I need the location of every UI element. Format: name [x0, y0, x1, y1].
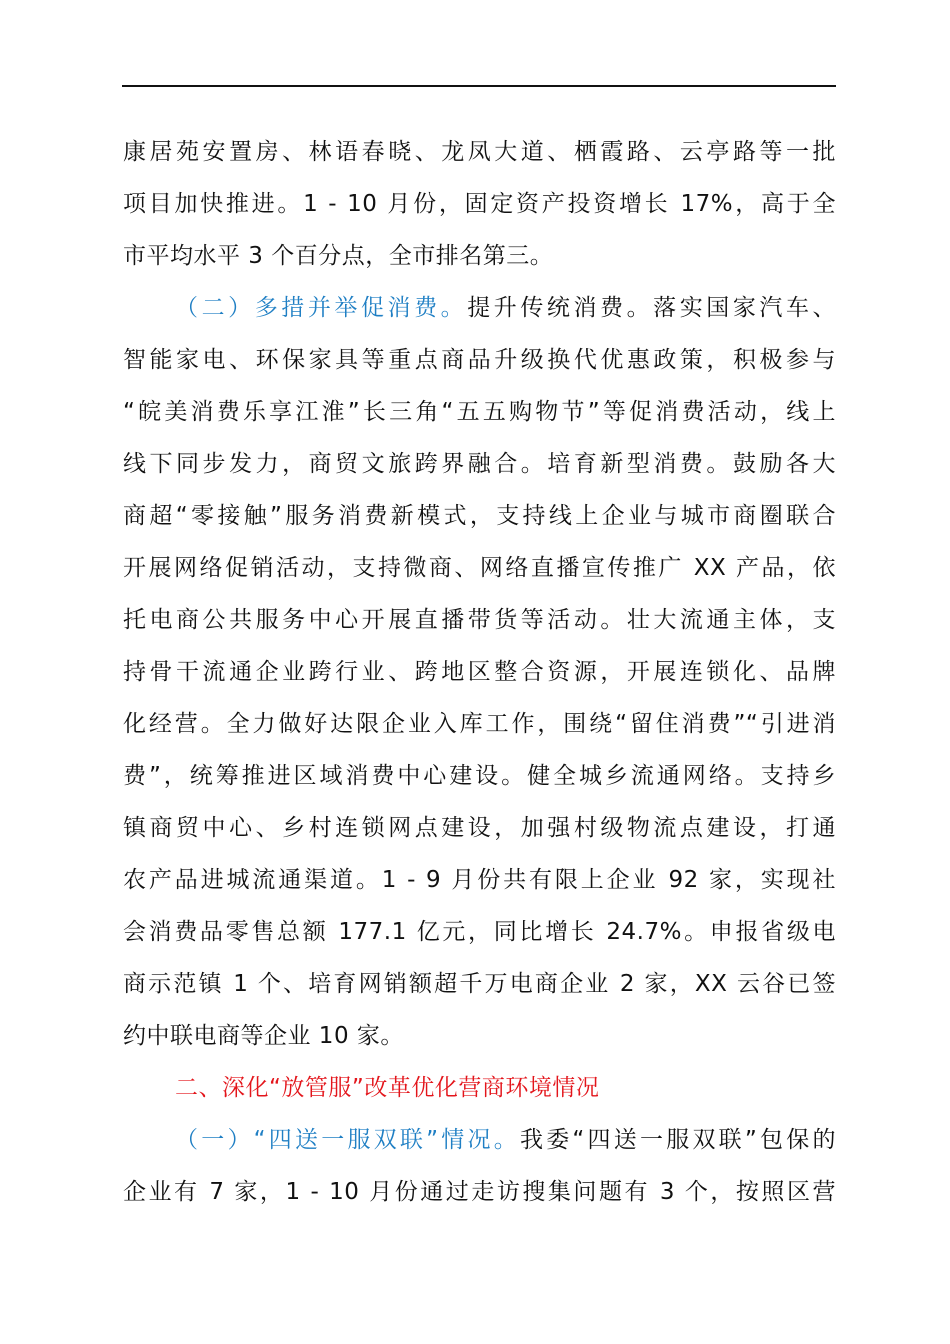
text-line [123, 854, 836, 906]
paragraph-text: 线下同步发力，商贸文旅跨界融合。培育新型消费。鼓励各大 [123, 451, 836, 477]
paragraph-text: 镇商贸中心、乡村连锁网点建设，加强村级物流点建设，打通 [123, 815, 836, 841]
section-heading [123, 1062, 836, 1114]
paragraph-text: 持骨干流通企业跨行业、跨地区整合资源，开展连锁化、品牌 [123, 659, 836, 685]
paragraph-text: 项目加快推进。1 - 10 月份，固定资产投资增长 17%，高于全 [123, 191, 836, 217]
text-line [123, 698, 836, 750]
text-line [123, 386, 836, 438]
paragraph-text: 企业有 7 家，1 - 10 月份通过走访搜集问题有 3 个，按照区营 [123, 1179, 836, 1205]
text-line [123, 1114, 836, 1166]
text-line [123, 334, 836, 386]
text-line [123, 126, 836, 178]
paragraph-text: 托电商公共服务中心开展直播带货等活动。壮大流通主体，支 [123, 607, 836, 633]
paragraph-text: 商超“零接触”服务消费新模式，支持线上企业与城市商圈联合 [123, 503, 836, 529]
text-line [123, 542, 836, 594]
text-line [123, 958, 836, 1010]
paragraph-text: 市平均水平 3 个百分点，全市排名第三。 [123, 243, 554, 269]
paragraph-text: 农产品进城流通渠道。1 - 9 月份共有限上企业 92 家，实现社 [123, 867, 836, 893]
text-line [123, 906, 836, 958]
text-line [123, 750, 836, 802]
text-line [123, 1166, 836, 1218]
header-rule [122, 85, 836, 87]
text-line [123, 230, 836, 282]
text-line [123, 1010, 836, 1062]
paragraph-text: 提升传统消费。落实国家汽车、 [467, 295, 836, 321]
paragraph-text: 化经营。全力做好达限企业入库工作，围绕“留住消费”“引进消 [123, 711, 836, 737]
paragraph-text: 商示范镇 1 个、培育网销额超千万电商企业 2 家，XX 云谷已签 [123, 971, 836, 997]
text-line [123, 802, 836, 854]
subheading-text: （二）多措并举促消费。 [175, 295, 468, 321]
paragraph-text: 智能家电、环保家具等重点商品升级换代优惠政策，积极参与 [123, 347, 836, 373]
paragraph-text: 费”，统筹推进区域消费中心建设。健全城乡流通网络。支持乡 [123, 763, 836, 789]
text-line [123, 282, 836, 334]
text-line [123, 178, 836, 230]
paragraph-text: 康居苑安置房、林语春晓、龙凤大道、栖霞路、云亭路等一批 [123, 139, 836, 165]
section-heading-text: 二、深化“放管服”改革优化营商环境情况 [175, 1075, 600, 1101]
paragraph-text: “皖美消费乐享江淮”长三角“五五购物节”等促消费活动，线上 [123, 399, 836, 425]
text-line [123, 438, 836, 490]
text-line [123, 594, 836, 646]
paragraph-text: 我委“四送一服双联”包保的 [519, 1127, 836, 1153]
subheading-text: （一）“四送一服双联”情况。 [175, 1127, 520, 1153]
paragraph-text: 会消费品零售总额 177.1 亿元，同比增长 24.7%。申报省级电 [123, 919, 836, 945]
paragraph-text: 约中联电商等企业 10 家。 [123, 1023, 404, 1049]
text-line [123, 646, 836, 698]
paragraph-text: 开展网络促销活动，支持微商、网络直播宣传推广 XX 产品，依 [123, 555, 836, 581]
text-line [123, 490, 836, 542]
document-body [123, 126, 836, 1218]
